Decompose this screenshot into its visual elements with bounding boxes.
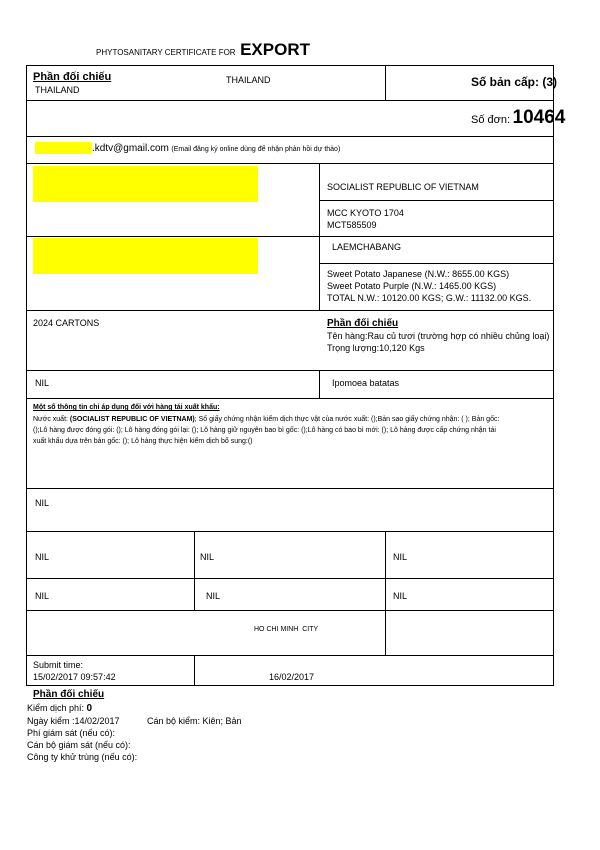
- reexport-heading: Một số thông tin chỉ áp dụng đối với hàng tái xuất khẩu:: [33, 404, 220, 411]
- email-line: [92, 143, 340, 154]
- supervise-fee: Phí giám sát (nếu có):: [27, 728, 116, 738]
- reexport-line1: [33, 416, 499, 423]
- goods-line2: Sweet Potato Purple (N.W.: 1465.00 KGS): [327, 281, 497, 291]
- nil-b3: NIL: [393, 552, 408, 562]
- header-ref-value: THAILAND: [35, 85, 80, 95]
- email-note: (Email đăng ký online dùng để nhận phản hồi dự thảo): [171, 146, 341, 153]
- inspector: Cán bộ kiểm: Kiên; Bản: [147, 716, 242, 726]
- ref-block-weight: Trọng lượng:10,120 Kgs: [327, 343, 425, 353]
- order-value: 10464: [512, 107, 566, 128]
- packages: 2024 CARTONS: [33, 318, 100, 328]
- order-number: [471, 107, 565, 129]
- title-main: EXPORT: [240, 40, 310, 59]
- col-divider: [319, 163, 320, 310]
- origin-country: SOCIALIST REPUBLIC OF VIETNAM: [327, 182, 479, 192]
- supervisor: Cán bộ giám sát (nếu có):: [27, 740, 131, 750]
- row-divider: [26, 488, 554, 489]
- fee-label: Kiểm dịch phí:: [27, 703, 87, 713]
- transport-line2: MCT585509: [327, 220, 377, 230]
- fee-value: 0: [86, 703, 93, 714]
- row-divider: [26, 531, 554, 532]
- reexport-l1b: (SOCIALIST REPUBLIC OF VIETNAM): [69, 416, 195, 423]
- row-divider: [26, 655, 554, 656]
- redaction-highlight: [35, 142, 92, 154]
- row-divider: [26, 370, 554, 371]
- col-divider: [319, 370, 320, 398]
- reexport-l1c: ; Số giấy chứng nhận kiểm dịch thực vật của nước xuất: ();Bản sao giấy chứng nhận: ( ); Bản gốc:: [194, 416, 500, 423]
- nil-b2: NIL: [200, 552, 215, 562]
- row-divider: [319, 263, 554, 264]
- fumigation-company: Công ty khử trùng (nếu có):: [27, 752, 138, 762]
- title-prefix: PHYTOSANITARY CERTIFICATE FOR: [96, 48, 236, 57]
- nil-c1: NIL: [35, 591, 50, 601]
- copies: [471, 75, 557, 89]
- email-address: .kdtv@gmail.com: [92, 143, 169, 154]
- reexport-line3: xuất khẩu dựa trên bản gốc: (); Lô hàng thực hiện kiểm dịch bổ sung:(): [33, 438, 253, 445]
- goods-line3: TOTAL N.W.: 10120.00 KGS; G.W.: 11132.00 KGS.: [327, 293, 532, 303]
- header-country: THAILAND: [226, 75, 271, 85]
- redaction-highlight: [33, 238, 258, 274]
- submit-time: 15/02/2017 09:57:42: [33, 672, 116, 682]
- row-divider: [26, 398, 554, 399]
- nil-c2: NIL: [206, 591, 221, 601]
- form-frame: [26, 65, 554, 686]
- nil-left: NIL: [35, 378, 50, 388]
- submit-label: Submit time:: [33, 660, 84, 670]
- redaction-highlight: [33, 166, 258, 202]
- fee-line: [27, 703, 92, 714]
- col-divider: [385, 65, 386, 100]
- row-divider: [26, 100, 554, 101]
- certificate-title: [96, 40, 310, 60]
- order-label: Số đơn:: [471, 114, 511, 126]
- row-divider: [26, 610, 554, 611]
- nil-c3: NIL: [393, 591, 408, 601]
- row-divider: [26, 136, 554, 137]
- row-divider: [319, 200, 554, 201]
- col-divider: [385, 531, 386, 655]
- col-divider: [194, 531, 195, 610]
- header-ref-label: Phần đối chiếu: [33, 71, 112, 83]
- row-divider: [26, 578, 554, 579]
- row-divider: [26, 310, 554, 311]
- row-divider: [26, 163, 554, 164]
- botanical-name: Ipomoea batatas: [332, 378, 400, 388]
- col-divider: [194, 655, 195, 686]
- goods-line1: Sweet Potato Japanese (N.W.: 8655.00 KGS): [327, 269, 510, 279]
- copies-value: (3): [542, 75, 558, 89]
- ref-block-label: Phần đối chiếu: [327, 318, 399, 329]
- ref-block-goods: Tên hàng:Rau củ tươi (trường hợp có nhiều chủng loại): [327, 331, 550, 341]
- transport-line1: MCC KYOTO 1704: [327, 208, 404, 218]
- submit-date: 16/02/2017: [269, 672, 315, 682]
- inspect-date: Ngày kiểm :14/02/2017: [27, 716, 120, 726]
- nil-a: NIL: [35, 498, 50, 508]
- nil-b1: NIL: [35, 552, 50, 562]
- row-divider: [26, 236, 554, 237]
- footer-heading: Phần đối chiếu: [33, 689, 105, 700]
- reexport-line2: ();Lô hàng được đóng gói: (); Lô hàng đóng gói lại: (); Lô hàng giữ nguyên bao bì gốc: ();Lô hàng có bao bì mới: (); Lô hàng được cấp chứng nhận tái: [33, 427, 496, 434]
- reexport-l1a: Nước xuất:: [33, 416, 70, 423]
- port: LAEMCHABANG: [332, 242, 402, 252]
- place-of-issue: HO CHI MINH CITY: [254, 626, 319, 633]
- copies-label: Số bản cấp:: [471, 75, 540, 89]
